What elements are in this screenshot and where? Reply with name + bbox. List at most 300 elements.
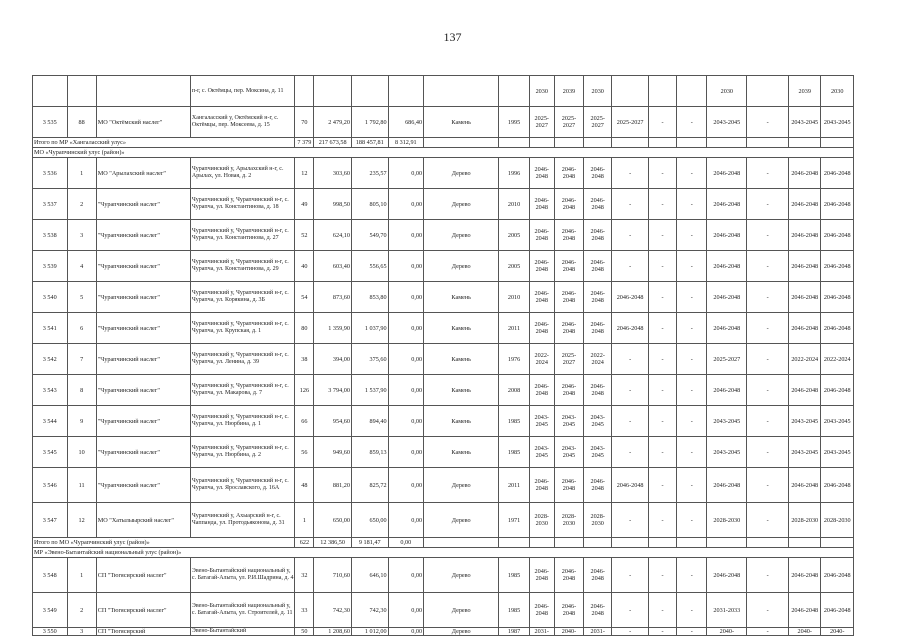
table-cell: СП "Тюгясирский наслег" xyxy=(96,558,190,593)
table-cell: "Чурапчинский наслег" xyxy=(96,437,190,468)
table-cell: 2043-2045 xyxy=(584,406,612,437)
table-cell: 2046-2048 xyxy=(584,282,612,313)
table-cell: Чурапчинский у, Чурапчинский н-г, с. Чурапча, ул. Константинова, д. 27 xyxy=(190,220,295,251)
table-cell: 2043-2045 xyxy=(554,406,583,437)
table-cell xyxy=(96,76,190,107)
table-cell: - xyxy=(677,313,707,344)
subtotal-value: 188 457,81 xyxy=(351,138,388,148)
table-cell: "Чурапчинский наслег" xyxy=(96,251,190,282)
table-cell: 2005 xyxy=(499,251,529,282)
table-cell: 2043-2045 xyxy=(584,437,612,468)
table-cell: 556,65 xyxy=(351,251,388,282)
table-cell: 2040- xyxy=(707,628,747,636)
table-cell: 2046-2048 xyxy=(707,468,747,503)
table-cell: 1 537,90 xyxy=(351,375,388,406)
table-cell: 38 xyxy=(295,344,314,375)
table-cell: 2046-2048 xyxy=(529,189,554,220)
table-cell: 2043-2045 xyxy=(529,406,554,437)
table-cell: 3 542 xyxy=(33,344,68,375)
table-cell: 2030 xyxy=(707,76,747,107)
table-cell: 0,00 xyxy=(388,406,424,437)
table-row xyxy=(33,76,854,107)
table-cell: 0,00 xyxy=(388,437,424,468)
table-cell: Чурапчинский у, Чурапчинский н-г, с. Чурапча, ул. Крупская, д. 1 xyxy=(190,313,295,344)
table-cell: Камень xyxy=(424,313,499,344)
table-cell: 2046-2048 xyxy=(584,158,612,189)
table-cell: - xyxy=(612,406,649,437)
table-cell: - xyxy=(677,158,707,189)
table-cell: 2046-2048 xyxy=(584,468,612,503)
table-cell: 2031- xyxy=(584,628,612,636)
table-cell xyxy=(314,76,352,107)
table-cell: - xyxy=(747,468,789,503)
table-cell: 0,00 xyxy=(388,158,424,189)
table-cell: 0,00 xyxy=(388,220,424,251)
table-cell xyxy=(499,76,529,107)
table-cell: - xyxy=(648,628,676,636)
table-cell: 2011 xyxy=(499,468,529,503)
table-cell: 825,72 xyxy=(351,468,388,503)
table-row xyxy=(33,558,854,593)
table-cell xyxy=(33,76,68,107)
table-cell: Дерево xyxy=(424,593,499,628)
table-cell xyxy=(612,76,649,107)
table-cell: 2043-2045 xyxy=(707,437,747,468)
table-cell: 1985 xyxy=(499,593,529,628)
table-cell: 1985 xyxy=(499,558,529,593)
table-cell: - xyxy=(677,593,707,628)
table-cell: 1985 xyxy=(499,406,529,437)
table-cell: 2028-2030 xyxy=(554,503,583,538)
table-cell: - xyxy=(648,251,676,282)
table-cell: 2028-2030 xyxy=(584,503,612,538)
table-cell: 12 xyxy=(295,158,314,189)
table-cell: 1 792,80 xyxy=(351,107,388,138)
table-cell: 873,60 xyxy=(314,282,352,313)
table-cell: 2010 xyxy=(499,282,529,313)
table-cell: 1985 xyxy=(499,437,529,468)
table-cell: Чурапчинский у, Арылахский н-г, с. Арылах, ул. Новая, д. 2 xyxy=(190,158,295,189)
table-cell: 805,10 xyxy=(351,189,388,220)
table-cell: 0,00 xyxy=(388,468,424,503)
table-row xyxy=(33,593,854,628)
table-cell: 2031- xyxy=(529,628,554,636)
table-cell: 3 543 xyxy=(33,375,68,406)
table-cell: 2046-2048 xyxy=(821,375,854,406)
table-cell: 48 xyxy=(295,468,314,503)
table-cell: 2040- xyxy=(554,628,583,636)
table-row xyxy=(33,406,854,437)
table-cell: 56 xyxy=(295,437,314,468)
table-cell: 66 xyxy=(295,406,314,437)
table-cell: 303,60 xyxy=(314,158,352,189)
table-cell: 2046-2048 xyxy=(821,158,854,189)
table-cell: 3 536 xyxy=(33,158,68,189)
table-cell: п-г, с. Октёмцы, пер. Моксина, д. 11 xyxy=(190,76,295,107)
table-cell: 1 359,90 xyxy=(314,313,352,344)
table-cell xyxy=(295,76,314,107)
table-cell: 3 539 xyxy=(33,251,68,282)
table-cell: 998,50 xyxy=(314,189,352,220)
table-cell: Чурапчинский у, Чурапчинский н-г, с. Чурапча, ул. Нюрбина, д. 1 xyxy=(190,406,295,437)
table-cell: 2046-2048 xyxy=(584,189,612,220)
table-cell: 3 548 xyxy=(33,558,68,593)
table-cell: Эвено-Бытантайский национальный у, с. Батагай-Алыта, ул. Строителей, д. 11 xyxy=(190,593,295,628)
table-cell: 742,30 xyxy=(314,593,352,628)
table-cell: 2046-2048 xyxy=(789,220,821,251)
table-cell: Дерево xyxy=(424,628,499,636)
table-cell: 3 xyxy=(67,628,96,636)
table-cell: 0,00 xyxy=(388,593,424,628)
table-cell: Дерево xyxy=(424,220,499,251)
table-cell: - xyxy=(648,468,676,503)
table-cell: 2046-2048 xyxy=(554,251,583,282)
table-cell: - xyxy=(612,251,649,282)
table-cell: 2046-2048 xyxy=(584,251,612,282)
table-cell: 2005 xyxy=(499,220,529,251)
table-cell: 2046-2048 xyxy=(821,313,854,344)
table-cell: 2046-2048 xyxy=(554,220,583,251)
table-cell: 2022-2024 xyxy=(529,344,554,375)
table-cell: 3 541 xyxy=(33,313,68,344)
table-cell: - xyxy=(648,158,676,189)
table-cell: Дерево xyxy=(424,251,499,282)
table-cell: 2046-2048 xyxy=(554,375,583,406)
table-cell: Эвено-Бытантайский xyxy=(190,628,295,636)
table-cell: "Чурапчинский наслег" xyxy=(96,406,190,437)
table-cell: - xyxy=(747,593,789,628)
section-header-row xyxy=(33,148,854,158)
table-cell: 2046-2048 xyxy=(529,593,554,628)
table-cell: 2043-2045 xyxy=(821,437,854,468)
table-cell: 2046-2048 xyxy=(554,158,583,189)
table-row xyxy=(33,375,854,406)
table-cell: - xyxy=(612,344,649,375)
subtotal-row xyxy=(33,538,854,548)
table-row xyxy=(33,503,854,538)
table-cell: Чурапчинский у, Ахыарский н-г, с. Чаппанда, ул. Протодьяконова, д. 31 xyxy=(190,503,295,538)
table-cell: Камень xyxy=(424,406,499,437)
table-cell: 1 012,00 xyxy=(351,628,388,636)
table-cell: 126 xyxy=(295,375,314,406)
table-cell: - xyxy=(648,220,676,251)
table-cell: 2046-2048 xyxy=(707,220,747,251)
table-cell: 881,20 xyxy=(314,468,352,503)
table-cell: 2031-2033 xyxy=(707,593,747,628)
subtotal-value: 8 312,91 xyxy=(388,138,424,148)
table-cell: - xyxy=(677,189,707,220)
table-cell: Чурапчинский у, Чурапчинский н-г, с. Чурапча, ул. Ленина, д. 39 xyxy=(190,344,295,375)
table-cell: - xyxy=(677,375,707,406)
table-cell: 2046-2048 xyxy=(529,282,554,313)
table-cell: 40 xyxy=(295,251,314,282)
table-cell: 2046-2048 xyxy=(821,593,854,628)
table-cell: - xyxy=(677,437,707,468)
table-cell: - xyxy=(677,468,707,503)
table-cell: - xyxy=(677,344,707,375)
table-cell: - xyxy=(648,375,676,406)
table-cell: 2025-2027 xyxy=(612,107,649,138)
table-cell: 650,00 xyxy=(351,503,388,538)
table-cell: 2046-2048 xyxy=(707,251,747,282)
table-cell: - xyxy=(648,189,676,220)
table-cell: 2046-2048 xyxy=(789,313,821,344)
table-cell: 2046-2048 xyxy=(554,189,583,220)
table-cell: 1987 xyxy=(499,628,529,636)
table-cell: 2046-2048 xyxy=(584,220,612,251)
table-cell: 603,40 xyxy=(314,251,352,282)
table-cell: 1 xyxy=(67,158,96,189)
table-cell: 2046-2048 xyxy=(612,468,649,503)
table-cell: 2046-2048 xyxy=(554,593,583,628)
table-cell: 2030 xyxy=(821,76,854,107)
table-cell: 2010 xyxy=(499,189,529,220)
table-cell: - xyxy=(648,593,676,628)
table-cell: 3 794,00 xyxy=(314,375,352,406)
table-cell: - xyxy=(677,406,707,437)
table-cell: - xyxy=(747,313,789,344)
table-cell: - xyxy=(747,344,789,375)
table-cell: 3 537 xyxy=(33,189,68,220)
table-cell: 2043-2045 xyxy=(789,107,821,138)
table-cell: 2046-2048 xyxy=(529,158,554,189)
table-cell: - xyxy=(747,406,789,437)
table-cell: 2025-2027 xyxy=(554,107,583,138)
table-cell: 2046-2048 xyxy=(529,251,554,282)
table-cell: - xyxy=(747,437,789,468)
section-title: МО «Чурапчинский улус (район)» xyxy=(33,148,854,158)
table-cell: - xyxy=(677,251,707,282)
table-cell: 2046-2048 xyxy=(584,375,612,406)
subtotal-value: 12 386,50 xyxy=(314,538,352,548)
table-cell: 2022-2024 xyxy=(584,344,612,375)
table-cell: 3 547 xyxy=(33,503,68,538)
table-cell: 0,00 xyxy=(388,628,424,636)
table-cell: 10 xyxy=(67,437,96,468)
table-cell: Дерево xyxy=(424,558,499,593)
table-cell: Чурапчинский у, Чурапчинский н-г, с. Чурапча, ул. Константинова, д. 29 xyxy=(190,251,295,282)
table-cell: 70 xyxy=(295,107,314,138)
table-cell: 2046-2048 xyxy=(707,558,747,593)
table-cell: Дерево xyxy=(424,468,499,503)
table-cell: - xyxy=(747,189,789,220)
table-cell: Чурапчинский у, Чурапчинский н-г, с. Чурапча, ул. Макарова, д. 7 xyxy=(190,375,295,406)
housing-register-table xyxy=(32,75,854,636)
table-cell: Камень xyxy=(424,437,499,468)
table-cell: Дерево xyxy=(424,503,499,538)
section-title: МР «Эвено-Бытантайский национальный улус (район)» xyxy=(33,548,854,558)
table-cell: 2011 xyxy=(499,313,529,344)
table-cell: 2030 xyxy=(529,76,554,107)
table-cell: 88 xyxy=(67,107,96,138)
table-cell: 7 xyxy=(67,344,96,375)
section-header-row xyxy=(33,548,854,558)
table-cell: Чурапчинский у, Чурапчинский н-г, с. Чурапча, ул. Нюрбина, д. 2 xyxy=(190,437,295,468)
table-cell: - xyxy=(747,158,789,189)
table-cell: 2046-2048 xyxy=(821,468,854,503)
table-cell: - xyxy=(747,503,789,538)
table-cell: 2046-2048 xyxy=(789,558,821,593)
table-cell: 6 xyxy=(67,313,96,344)
table-cell: 2028-2030 xyxy=(529,503,554,538)
table-cell: - xyxy=(612,189,649,220)
table-cell: 2046-2048 xyxy=(789,158,821,189)
table-cell: - xyxy=(648,282,676,313)
table-cell: МО "Хатылыырский наслег" xyxy=(96,503,190,538)
table-cell: Чурапчинский у, Чурапчинский н-г, с. Чурапча, ул. Корякина, д. 3Б xyxy=(190,282,295,313)
table-cell: - xyxy=(612,158,649,189)
table-cell: 2046-2048 xyxy=(612,282,649,313)
table-cell: 2028-2030 xyxy=(707,503,747,538)
subtotal-value: 217 673,58 xyxy=(314,138,352,148)
table-cell: 0,00 xyxy=(388,344,424,375)
table-cell: 2043-2045 xyxy=(821,406,854,437)
table-cell: 1 037,90 xyxy=(351,313,388,344)
table-cell: - xyxy=(747,375,789,406)
table-row xyxy=(33,220,854,251)
table-cell: 954,60 xyxy=(314,406,352,437)
table-cell: 2 479,20 xyxy=(314,107,352,138)
subtotal-value: 9 181,47 xyxy=(351,538,388,548)
table-cell: 2046-2048 xyxy=(554,468,583,503)
table-cell: 11 xyxy=(67,468,96,503)
table-cell: 2 xyxy=(67,593,96,628)
table-cell: 2022-2024 xyxy=(789,344,821,375)
table-cell: "Чурапчинский наслег" xyxy=(96,220,190,251)
table-cell: 2043-2045 xyxy=(789,406,821,437)
table-cell: 2046-2048 xyxy=(529,220,554,251)
table-cell xyxy=(388,76,424,107)
table-cell: 742,30 xyxy=(351,593,388,628)
table-row xyxy=(33,251,854,282)
table-cell: 50 xyxy=(295,628,314,636)
table-cell: 2025-2027 xyxy=(584,107,612,138)
table-cell: 0,00 xyxy=(388,503,424,538)
table-cell: Чурапчинский у, Чурапчинский н-г, с. Чурапча, ул. Константинова, д. 18 xyxy=(190,189,295,220)
table-cell: 2046-2048 xyxy=(554,558,583,593)
table-cell: 2046-2048 xyxy=(707,189,747,220)
table-cell: 624,10 xyxy=(314,220,352,251)
table-cell: 2 xyxy=(67,189,96,220)
table-cell: - xyxy=(677,628,707,636)
table-cell: - xyxy=(677,282,707,313)
table-cell: 52 xyxy=(295,220,314,251)
table-cell: 3 540 xyxy=(33,282,68,313)
table-cell: 2046-2048 xyxy=(821,282,854,313)
table-cell: 2046-2048 xyxy=(789,251,821,282)
table-cell: Камень xyxy=(424,282,499,313)
table-cell: МО "Октёмский наслег" xyxy=(96,107,190,138)
table-row xyxy=(33,158,854,189)
table-cell: - xyxy=(612,437,649,468)
table-cell: 33 xyxy=(295,593,314,628)
table-cell: - xyxy=(747,558,789,593)
table-cell: 9 xyxy=(67,406,96,437)
table-cell xyxy=(67,76,96,107)
subtotal-value: 622 xyxy=(295,538,314,548)
table-cell: 1 xyxy=(67,558,96,593)
table-cell: 2039 xyxy=(554,76,583,107)
table-cell: Камень xyxy=(424,344,499,375)
table-cell: 1996 xyxy=(499,158,529,189)
table-cell: 2046-2048 xyxy=(554,282,583,313)
table-cell: 2046-2048 xyxy=(584,313,612,344)
table-cell: Хангаласский у, Октёмский н-г, с. Октёмцы, пер. Моксеева, д. 15 xyxy=(190,107,295,138)
subtotal-label: Итого по МО «Чурапчинский улус (район)» xyxy=(33,538,295,548)
table-row xyxy=(33,107,854,138)
table-cell: 375,60 xyxy=(351,344,388,375)
table-cell: 0,00 xyxy=(388,313,424,344)
table-cell: 2028-2030 xyxy=(821,503,854,538)
table-cell: - xyxy=(747,107,789,138)
table-cell: 894,40 xyxy=(351,406,388,437)
table-cell: 859,13 xyxy=(351,437,388,468)
table-cell: - xyxy=(747,628,789,636)
table-cell: - xyxy=(677,107,707,138)
table-cell: "Чурапчинский наслег" xyxy=(96,313,190,344)
table-cell xyxy=(424,76,499,107)
table-cell: 0,00 xyxy=(388,282,424,313)
table-cell: 2025-2027 xyxy=(529,107,554,138)
table-cell: 2046-2048 xyxy=(707,313,747,344)
table-cell: - xyxy=(677,503,707,538)
table-cell: 1971 xyxy=(499,503,529,538)
table-cell: - xyxy=(648,344,676,375)
table-cell: 3 546 xyxy=(33,468,68,503)
table-cell: 949,60 xyxy=(314,437,352,468)
table-cell: 549,70 xyxy=(351,220,388,251)
subtotal-row xyxy=(33,138,854,148)
table-cell: Камень xyxy=(424,375,499,406)
table-cell: - xyxy=(677,220,707,251)
table-cell: 650,00 xyxy=(314,503,352,538)
table-cell: "Чурапчинский наслег" xyxy=(96,375,190,406)
subtotal-value: 7 379 xyxy=(295,138,314,148)
table-cell: 2046-2048 xyxy=(529,375,554,406)
table-cell: 3 550 xyxy=(33,628,68,636)
table-cell: 8 xyxy=(67,375,96,406)
table-cell: 2046-2048 xyxy=(821,220,854,251)
table-cell: - xyxy=(747,282,789,313)
table-cell: 2030 xyxy=(584,76,612,107)
table-cell: 49 xyxy=(295,189,314,220)
table-cell: 2046-2048 xyxy=(789,282,821,313)
table-cell: 2046-2048 xyxy=(789,189,821,220)
table-cell: 2040- xyxy=(821,628,854,636)
table-cell: 2046-2048 xyxy=(821,189,854,220)
table-cell: МО "Арылахский наслег" xyxy=(96,158,190,189)
table-row xyxy=(33,313,854,344)
table-cell: 2028-2030 xyxy=(789,503,821,538)
table-row xyxy=(33,468,854,503)
table-cell: - xyxy=(648,437,676,468)
table-cell: 235,57 xyxy=(351,158,388,189)
table-cell xyxy=(648,76,676,107)
table-cell: 853,80 xyxy=(351,282,388,313)
table-cell: 2046-2048 xyxy=(789,593,821,628)
table-row xyxy=(33,628,854,636)
table-cell: 2046-2048 xyxy=(529,468,554,503)
table-cell: Дерево xyxy=(424,189,499,220)
table-cell xyxy=(747,76,789,107)
table-cell: 2046-2048 xyxy=(612,313,649,344)
table-cell: 12 xyxy=(67,503,96,538)
table-cell: 2043-2045 xyxy=(707,406,747,437)
table-cell: "Чурапчинский наслег" xyxy=(96,189,190,220)
table-cell: 3 538 xyxy=(33,220,68,251)
table-cell: 0,00 xyxy=(388,558,424,593)
table-cell: - xyxy=(648,107,676,138)
